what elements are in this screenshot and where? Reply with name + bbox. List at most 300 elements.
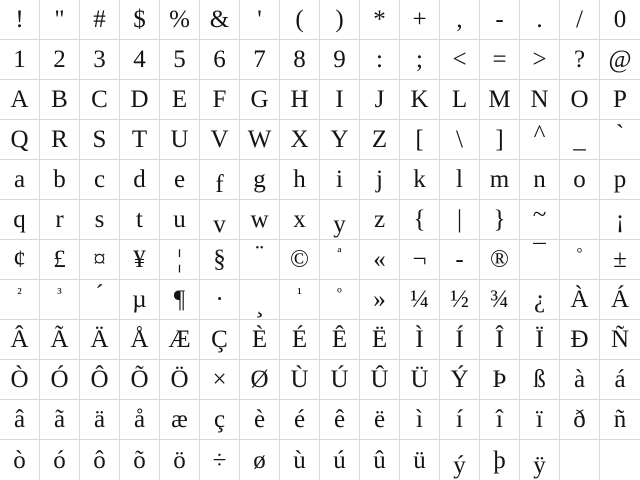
glyph-cell[interactable] bbox=[560, 120, 600, 160]
glyph-cell[interactable] bbox=[120, 200, 160, 240]
glyph-cell[interactable] bbox=[240, 440, 280, 480]
glyph-cell[interactable] bbox=[360, 360, 400, 400]
glyph-character: Q bbox=[10, 126, 29, 153]
glyph-character: t bbox=[136, 206, 143, 233]
glyph-character: æ bbox=[171, 406, 188, 433]
glyph-cell[interactable] bbox=[600, 80, 640, 120]
glyph-cell[interactable] bbox=[200, 200, 240, 240]
glyph-cell[interactable] bbox=[480, 360, 520, 400]
glyph-character: ö bbox=[173, 446, 186, 474]
glyph-cell[interactable] bbox=[0, 0, 40, 40]
glyph-character: ô bbox=[93, 446, 106, 474]
glyph-character: E bbox=[171, 86, 188, 113]
glyph-cell[interactable] bbox=[160, 280, 200, 320]
glyph-cell[interactable] bbox=[600, 360, 640, 400]
glyph-character: ³ bbox=[57, 286, 62, 302]
glyph-cell[interactable] bbox=[80, 400, 120, 440]
glyph-cell[interactable] bbox=[120, 80, 160, 120]
glyph-cell[interactable] bbox=[80, 160, 120, 200]
glyph-character: Ò bbox=[10, 366, 29, 393]
glyph-cell[interactable] bbox=[160, 320, 200, 360]
glyph-character: w bbox=[250, 206, 269, 233]
glyph-character: , bbox=[456, 6, 463, 33]
glyph-character: y bbox=[333, 211, 346, 238]
glyph-cell[interactable] bbox=[400, 280, 440, 320]
glyph-character: í bbox=[456, 406, 463, 433]
glyph-character: ¡ bbox=[615, 206, 625, 233]
glyph-cell[interactable] bbox=[120, 0, 160, 40]
glyph-character: : bbox=[376, 46, 383, 73]
glyph-character: ª bbox=[337, 246, 342, 262]
glyph-character: X bbox=[290, 126, 309, 153]
glyph-cell[interactable] bbox=[160, 200, 200, 240]
glyph-character: # bbox=[93, 6, 106, 33]
glyph-cell[interactable] bbox=[160, 240, 200, 280]
glyph-cell[interactable] bbox=[520, 280, 560, 320]
glyph-cell[interactable] bbox=[80, 40, 120, 80]
glyph-character: ¸ bbox=[255, 291, 264, 318]
glyph-cell[interactable] bbox=[440, 160, 480, 200]
glyph-cell[interactable] bbox=[360, 280, 400, 320]
glyph-cell[interactable] bbox=[280, 280, 320, 320]
glyph-cell[interactable] bbox=[40, 200, 80, 240]
glyph-cell[interactable] bbox=[240, 0, 280, 40]
glyph-character: . bbox=[536, 6, 543, 33]
glyph-cell[interactable] bbox=[200, 120, 240, 160]
glyph-cell[interactable] bbox=[560, 440, 600, 480]
glyph-character: Þ bbox=[492, 366, 507, 393]
glyph-character: ¬ bbox=[412, 246, 427, 273]
glyph-character: É bbox=[291, 326, 308, 353]
glyph-cell[interactable] bbox=[320, 120, 360, 160]
glyph-cell[interactable] bbox=[600, 320, 640, 360]
glyph-cell[interactable] bbox=[440, 400, 480, 440]
glyph-cell[interactable] bbox=[520, 120, 560, 160]
glyph-cell[interactable] bbox=[200, 280, 240, 320]
glyph-character: ¦ bbox=[176, 246, 182, 273]
glyph-cell[interactable] bbox=[400, 160, 440, 200]
glyph-cell[interactable] bbox=[560, 400, 600, 440]
glyph-cell[interactable] bbox=[360, 200, 400, 240]
glyph-cell[interactable] bbox=[360, 0, 400, 40]
glyph-cell[interactable] bbox=[320, 0, 360, 40]
glyph-cell[interactable] bbox=[520, 400, 560, 440]
glyph-cell[interactable] bbox=[160, 400, 200, 440]
glyph-character: » bbox=[373, 286, 386, 313]
glyph-cell[interactable] bbox=[120, 240, 160, 280]
glyph-character: ^ bbox=[533, 121, 546, 148]
glyph-cell[interactable] bbox=[280, 80, 320, 120]
glyph-cell[interactable] bbox=[40, 320, 80, 360]
glyph-cell[interactable] bbox=[80, 0, 120, 40]
glyph-cell[interactable] bbox=[0, 400, 40, 440]
glyph-character: R bbox=[51, 126, 68, 153]
glyph-character: Ì bbox=[415, 326, 424, 353]
glyph-cell[interactable] bbox=[520, 40, 560, 80]
glyph-cell[interactable] bbox=[280, 120, 320, 160]
glyph-character: Â bbox=[10, 326, 29, 353]
glyph-character: Å bbox=[130, 326, 149, 353]
glyph-cell[interactable] bbox=[240, 80, 280, 120]
glyph-character: Î bbox=[495, 326, 504, 353]
glyph-character: D bbox=[130, 86, 149, 113]
glyph-character: n bbox=[533, 166, 546, 193]
glyph-cell[interactable] bbox=[480, 0, 520, 40]
glyph-cell[interactable] bbox=[360, 160, 400, 200]
glyph-cell[interactable] bbox=[480, 80, 520, 120]
glyph-character: \ bbox=[456, 126, 463, 153]
glyph-cell[interactable] bbox=[240, 40, 280, 80]
glyph-character: Ø bbox=[250, 366, 269, 393]
glyph-character: g bbox=[253, 166, 266, 193]
glyph-cell[interactable] bbox=[120, 120, 160, 160]
glyph-cell[interactable] bbox=[280, 160, 320, 200]
glyph-character: ? bbox=[573, 46, 586, 73]
glyph-cell[interactable] bbox=[360, 120, 400, 160]
glyph-cell[interactable] bbox=[600, 40, 640, 80]
glyph-cell[interactable] bbox=[480, 280, 520, 320]
glyph-character: h bbox=[293, 166, 306, 193]
glyph-cell[interactable] bbox=[320, 40, 360, 80]
glyph-character: « bbox=[373, 246, 386, 273]
glyph-cell[interactable] bbox=[520, 80, 560, 120]
glyph-character: º bbox=[337, 286, 342, 302]
glyph-character: Ó bbox=[50, 366, 69, 393]
glyph-character: j bbox=[376, 166, 383, 193]
glyph-character: ê bbox=[333, 406, 346, 433]
glyph-cell[interactable] bbox=[320, 80, 360, 120]
glyph-cell[interactable] bbox=[320, 240, 360, 280]
glyph-cell[interactable] bbox=[280, 240, 320, 280]
glyph-cell[interactable] bbox=[0, 120, 40, 160]
glyph-character: Ô bbox=[90, 366, 109, 393]
glyph-cell[interactable] bbox=[200, 0, 240, 40]
glyph-character: â bbox=[13, 406, 26, 433]
glyph-cell[interactable] bbox=[320, 440, 360, 480]
glyph-character: ã bbox=[53, 406, 66, 433]
glyph-cell[interactable] bbox=[400, 40, 440, 80]
glyph-cell[interactable] bbox=[160, 120, 200, 160]
glyph-character: { bbox=[413, 206, 426, 233]
glyph-character: Z bbox=[371, 126, 388, 153]
glyph-character: Ð bbox=[570, 326, 589, 353]
glyph-cell[interactable] bbox=[120, 280, 160, 320]
glyph-character: V bbox=[210, 126, 229, 153]
glyph-character: _ bbox=[573, 126, 586, 153]
glyph-cell[interactable] bbox=[440, 120, 480, 160]
glyph-cell[interactable] bbox=[520, 200, 560, 240]
glyph-cell[interactable] bbox=[160, 440, 200, 480]
glyph-character: ì bbox=[416, 406, 423, 433]
glyph-cell[interactable] bbox=[40, 40, 80, 80]
glyph-character: µ bbox=[132, 286, 147, 313]
glyph-cell[interactable] bbox=[440, 360, 480, 400]
glyph-character: K bbox=[410, 86, 429, 113]
glyph-character: ( bbox=[295, 6, 304, 33]
glyph-cell[interactable] bbox=[400, 0, 440, 40]
glyph-cell[interactable] bbox=[160, 160, 200, 200]
glyph-cell[interactable] bbox=[320, 200, 360, 240]
glyph-cell[interactable] bbox=[320, 160, 360, 200]
glyph-cell[interactable] bbox=[160, 0, 200, 40]
glyph-character: k bbox=[413, 166, 426, 193]
glyph-character: ½ bbox=[450, 286, 469, 313]
glyph-cell[interactable] bbox=[400, 440, 440, 480]
glyph-cell[interactable] bbox=[240, 320, 280, 360]
glyph-character: ` bbox=[615, 121, 625, 148]
glyph-cell[interactable] bbox=[320, 400, 360, 440]
glyph-cell[interactable] bbox=[440, 320, 480, 360]
glyph-cell[interactable] bbox=[160, 80, 200, 120]
glyph-cell[interactable] bbox=[40, 240, 80, 280]
glyph-cell[interactable] bbox=[280, 400, 320, 440]
glyph-cell[interactable] bbox=[600, 440, 640, 480]
glyph-cell[interactable] bbox=[240, 120, 280, 160]
glyph-cell[interactable] bbox=[480, 400, 520, 440]
glyph-character: 2 bbox=[53, 46, 66, 73]
glyph-character: 4 bbox=[133, 46, 146, 73]
glyph-character: b bbox=[53, 166, 66, 193]
glyph-cell[interactable] bbox=[480, 40, 520, 80]
glyph-character: é bbox=[293, 406, 306, 433]
glyph-cell[interactable] bbox=[200, 320, 240, 360]
glyph-cell[interactable] bbox=[400, 360, 440, 400]
glyph-cell[interactable] bbox=[0, 200, 40, 240]
glyph-cell[interactable] bbox=[520, 360, 560, 400]
glyph-cell[interactable] bbox=[80, 240, 120, 280]
glyph-cell[interactable] bbox=[120, 360, 160, 400]
glyph-cell[interactable] bbox=[400, 120, 440, 160]
glyph-character: < bbox=[452, 46, 467, 73]
glyph-cell[interactable] bbox=[480, 160, 520, 200]
glyph-character: Æ bbox=[168, 326, 191, 353]
glyph-cell[interactable] bbox=[360, 440, 400, 480]
glyph-cell[interactable] bbox=[200, 160, 240, 200]
glyph-cell[interactable] bbox=[120, 160, 160, 200]
glyph-character: + bbox=[412, 6, 427, 33]
glyph-cell[interactable] bbox=[600, 280, 640, 320]
glyph-character: Ú bbox=[330, 366, 349, 393]
glyph-character: Ë bbox=[371, 326, 388, 353]
glyph-cell[interactable] bbox=[120, 440, 160, 480]
glyph-character: Í bbox=[455, 326, 464, 353]
glyph-cell[interactable] bbox=[0, 320, 40, 360]
glyph-cell[interactable] bbox=[0, 240, 40, 280]
glyph-character: å bbox=[133, 406, 146, 433]
glyph-cell[interactable] bbox=[80, 120, 120, 160]
glyph-cell[interactable] bbox=[240, 360, 280, 400]
glyph-character: Ö bbox=[170, 366, 189, 393]
glyph-cell[interactable] bbox=[240, 200, 280, 240]
glyph-character: m bbox=[489, 166, 510, 193]
glyph-cell[interactable] bbox=[40, 160, 80, 200]
glyph-character: ! bbox=[15, 6, 24, 33]
glyph-cell[interactable] bbox=[200, 240, 240, 280]
glyph-character: 8 bbox=[293, 46, 306, 73]
glyph-cell[interactable] bbox=[200, 80, 240, 120]
glyph-cell[interactable] bbox=[400, 240, 440, 280]
glyph-character: ¼ bbox=[410, 286, 429, 313]
glyph-cell[interactable] bbox=[560, 240, 600, 280]
glyph-character: u bbox=[173, 206, 186, 233]
glyph-character: @ bbox=[608, 46, 632, 73]
glyph-cell[interactable] bbox=[120, 400, 160, 440]
glyph-cell[interactable] bbox=[320, 360, 360, 400]
glyph-cell[interactable] bbox=[80, 280, 120, 320]
glyph-character: ° bbox=[576, 246, 583, 262]
glyph-cell[interactable] bbox=[240, 280, 280, 320]
glyph-cell[interactable] bbox=[280, 360, 320, 400]
glyph-character: q bbox=[13, 206, 26, 233]
glyph-cell[interactable] bbox=[480, 240, 520, 280]
glyph-cell[interactable] bbox=[160, 40, 200, 80]
glyph-character: Ï bbox=[535, 326, 544, 353]
glyph-character: ) bbox=[335, 6, 344, 33]
glyph-character: ] bbox=[495, 126, 504, 153]
glyph-cell[interactable] bbox=[440, 440, 480, 480]
glyph-cell[interactable] bbox=[560, 320, 600, 360]
glyph-cell[interactable] bbox=[240, 160, 280, 200]
glyph-cell[interactable] bbox=[360, 80, 400, 120]
glyph-cell[interactable] bbox=[80, 320, 120, 360]
glyph-character: | bbox=[456, 206, 462, 233]
glyph-cell[interactable] bbox=[80, 360, 120, 400]
glyph-cell[interactable] bbox=[360, 400, 400, 440]
glyph-cell[interactable] bbox=[480, 320, 520, 360]
glyph-cell[interactable] bbox=[440, 0, 480, 40]
glyph-character: · bbox=[215, 286, 224, 313]
glyph-cell[interactable] bbox=[520, 0, 560, 40]
glyph-cell[interactable] bbox=[360, 320, 400, 360]
glyph-character: ¶ bbox=[173, 286, 186, 313]
glyph-cell[interactable] bbox=[560, 80, 600, 120]
glyph-character: B bbox=[51, 86, 68, 113]
glyph-character: - bbox=[495, 6, 504, 33]
glyph-cell[interactable] bbox=[560, 40, 600, 80]
glyph-cell[interactable] bbox=[40, 360, 80, 400]
glyph-cell[interactable] bbox=[600, 120, 640, 160]
glyph-character: ä bbox=[93, 406, 106, 433]
glyph-cell[interactable] bbox=[240, 240, 280, 280]
glyph-cell[interactable] bbox=[440, 40, 480, 80]
glyph-cell[interactable] bbox=[40, 120, 80, 160]
glyph-cell[interactable] bbox=[120, 40, 160, 80]
glyph-cell[interactable] bbox=[360, 40, 400, 80]
glyph-cell[interactable] bbox=[400, 80, 440, 120]
glyph-cell[interactable] bbox=[600, 240, 640, 280]
glyph-character: Y bbox=[330, 126, 349, 153]
glyph-character: % bbox=[169, 6, 190, 33]
glyph-character: § bbox=[213, 246, 226, 273]
glyph-character: ü bbox=[413, 446, 426, 474]
glyph-character: ÿ bbox=[533, 451, 546, 479]
glyph-cell[interactable] bbox=[0, 280, 40, 320]
glyph-cell[interactable] bbox=[560, 160, 600, 200]
glyph-cell[interactable] bbox=[40, 280, 80, 320]
glyph-character: ¨ bbox=[255, 241, 264, 268]
glyph-cell[interactable] bbox=[200, 40, 240, 80]
glyph-cell[interactable] bbox=[0, 80, 40, 120]
glyph-character: ß bbox=[533, 366, 546, 393]
glyph-cell[interactable] bbox=[520, 440, 560, 480]
glyph-cell[interactable] bbox=[40, 440, 80, 480]
glyph-character: o bbox=[573, 166, 586, 193]
glyph-cell[interactable] bbox=[480, 120, 520, 160]
glyph-character: S bbox=[92, 126, 107, 153]
glyph-cell[interactable] bbox=[440, 200, 480, 240]
glyph-cell[interactable] bbox=[40, 0, 80, 40]
glyph-cell[interactable] bbox=[480, 440, 520, 480]
glyph-cell[interactable] bbox=[400, 320, 440, 360]
glyph-character: Ê bbox=[331, 326, 348, 353]
glyph-cell[interactable] bbox=[40, 80, 80, 120]
glyph-character: ´ bbox=[95, 281, 104, 308]
glyph-cell[interactable] bbox=[560, 200, 600, 240]
glyph-cell[interactable] bbox=[280, 200, 320, 240]
glyph-cell[interactable] bbox=[280, 320, 320, 360]
glyph-character: G bbox=[250, 86, 269, 113]
glyph-character: F bbox=[212, 86, 227, 113]
glyph-cell[interactable] bbox=[520, 320, 560, 360]
glyph-cell[interactable] bbox=[0, 160, 40, 200]
glyph-character: s bbox=[94, 206, 105, 233]
glyph-cell[interactable] bbox=[120, 320, 160, 360]
glyph-cell[interactable] bbox=[80, 80, 120, 120]
glyph-cell[interactable] bbox=[280, 40, 320, 80]
glyph-cell[interactable] bbox=[600, 160, 640, 200]
glyph-cell[interactable] bbox=[440, 240, 480, 280]
glyph-cell[interactable] bbox=[480, 200, 520, 240]
glyph-cell[interactable] bbox=[0, 360, 40, 400]
glyph-cell[interactable] bbox=[560, 360, 600, 400]
glyph-cell[interactable] bbox=[280, 440, 320, 480]
glyph-cell[interactable] bbox=[520, 160, 560, 200]
glyph-character: & bbox=[209, 6, 230, 33]
glyph-character: á bbox=[614, 366, 626, 393]
glyph-cell[interactable] bbox=[440, 280, 480, 320]
glyph-character: M bbox=[488, 86, 511, 113]
glyph-cell[interactable] bbox=[560, 280, 600, 320]
glyph-cell[interactable] bbox=[240, 400, 280, 440]
glyph-cell[interactable] bbox=[400, 400, 440, 440]
glyph-cell[interactable] bbox=[80, 200, 120, 240]
glyph-character: ú bbox=[333, 446, 346, 474]
glyph-cell[interactable] bbox=[600, 0, 640, 40]
glyph-cell[interactable] bbox=[400, 200, 440, 240]
glyph-cell[interactable] bbox=[80, 440, 120, 480]
glyph-cell[interactable] bbox=[360, 240, 400, 280]
glyph-cell[interactable] bbox=[320, 280, 360, 320]
glyph-character: - bbox=[455, 246, 464, 273]
glyph-cell[interactable] bbox=[0, 440, 40, 480]
glyph-cell[interactable] bbox=[280, 0, 320, 40]
glyph-cell[interactable] bbox=[40, 400, 80, 440]
glyph-cell[interactable] bbox=[320, 320, 360, 360]
glyph-cell[interactable] bbox=[200, 440, 240, 480]
glyph-character: À bbox=[570, 286, 589, 313]
glyph-character: 0 bbox=[613, 6, 627, 33]
glyph-cell[interactable] bbox=[520, 240, 560, 280]
glyph-cell[interactable] bbox=[600, 400, 640, 440]
glyph-cell[interactable] bbox=[200, 360, 240, 400]
glyph-cell[interactable] bbox=[200, 400, 240, 440]
glyph-character: " bbox=[54, 6, 65, 33]
glyph-cell[interactable] bbox=[560, 0, 600, 40]
glyph-cell[interactable] bbox=[160, 360, 200, 400]
glyph-cell[interactable] bbox=[440, 80, 480, 120]
glyph-cell[interactable] bbox=[600, 200, 640, 240]
glyph-cell[interactable] bbox=[0, 40, 40, 80]
